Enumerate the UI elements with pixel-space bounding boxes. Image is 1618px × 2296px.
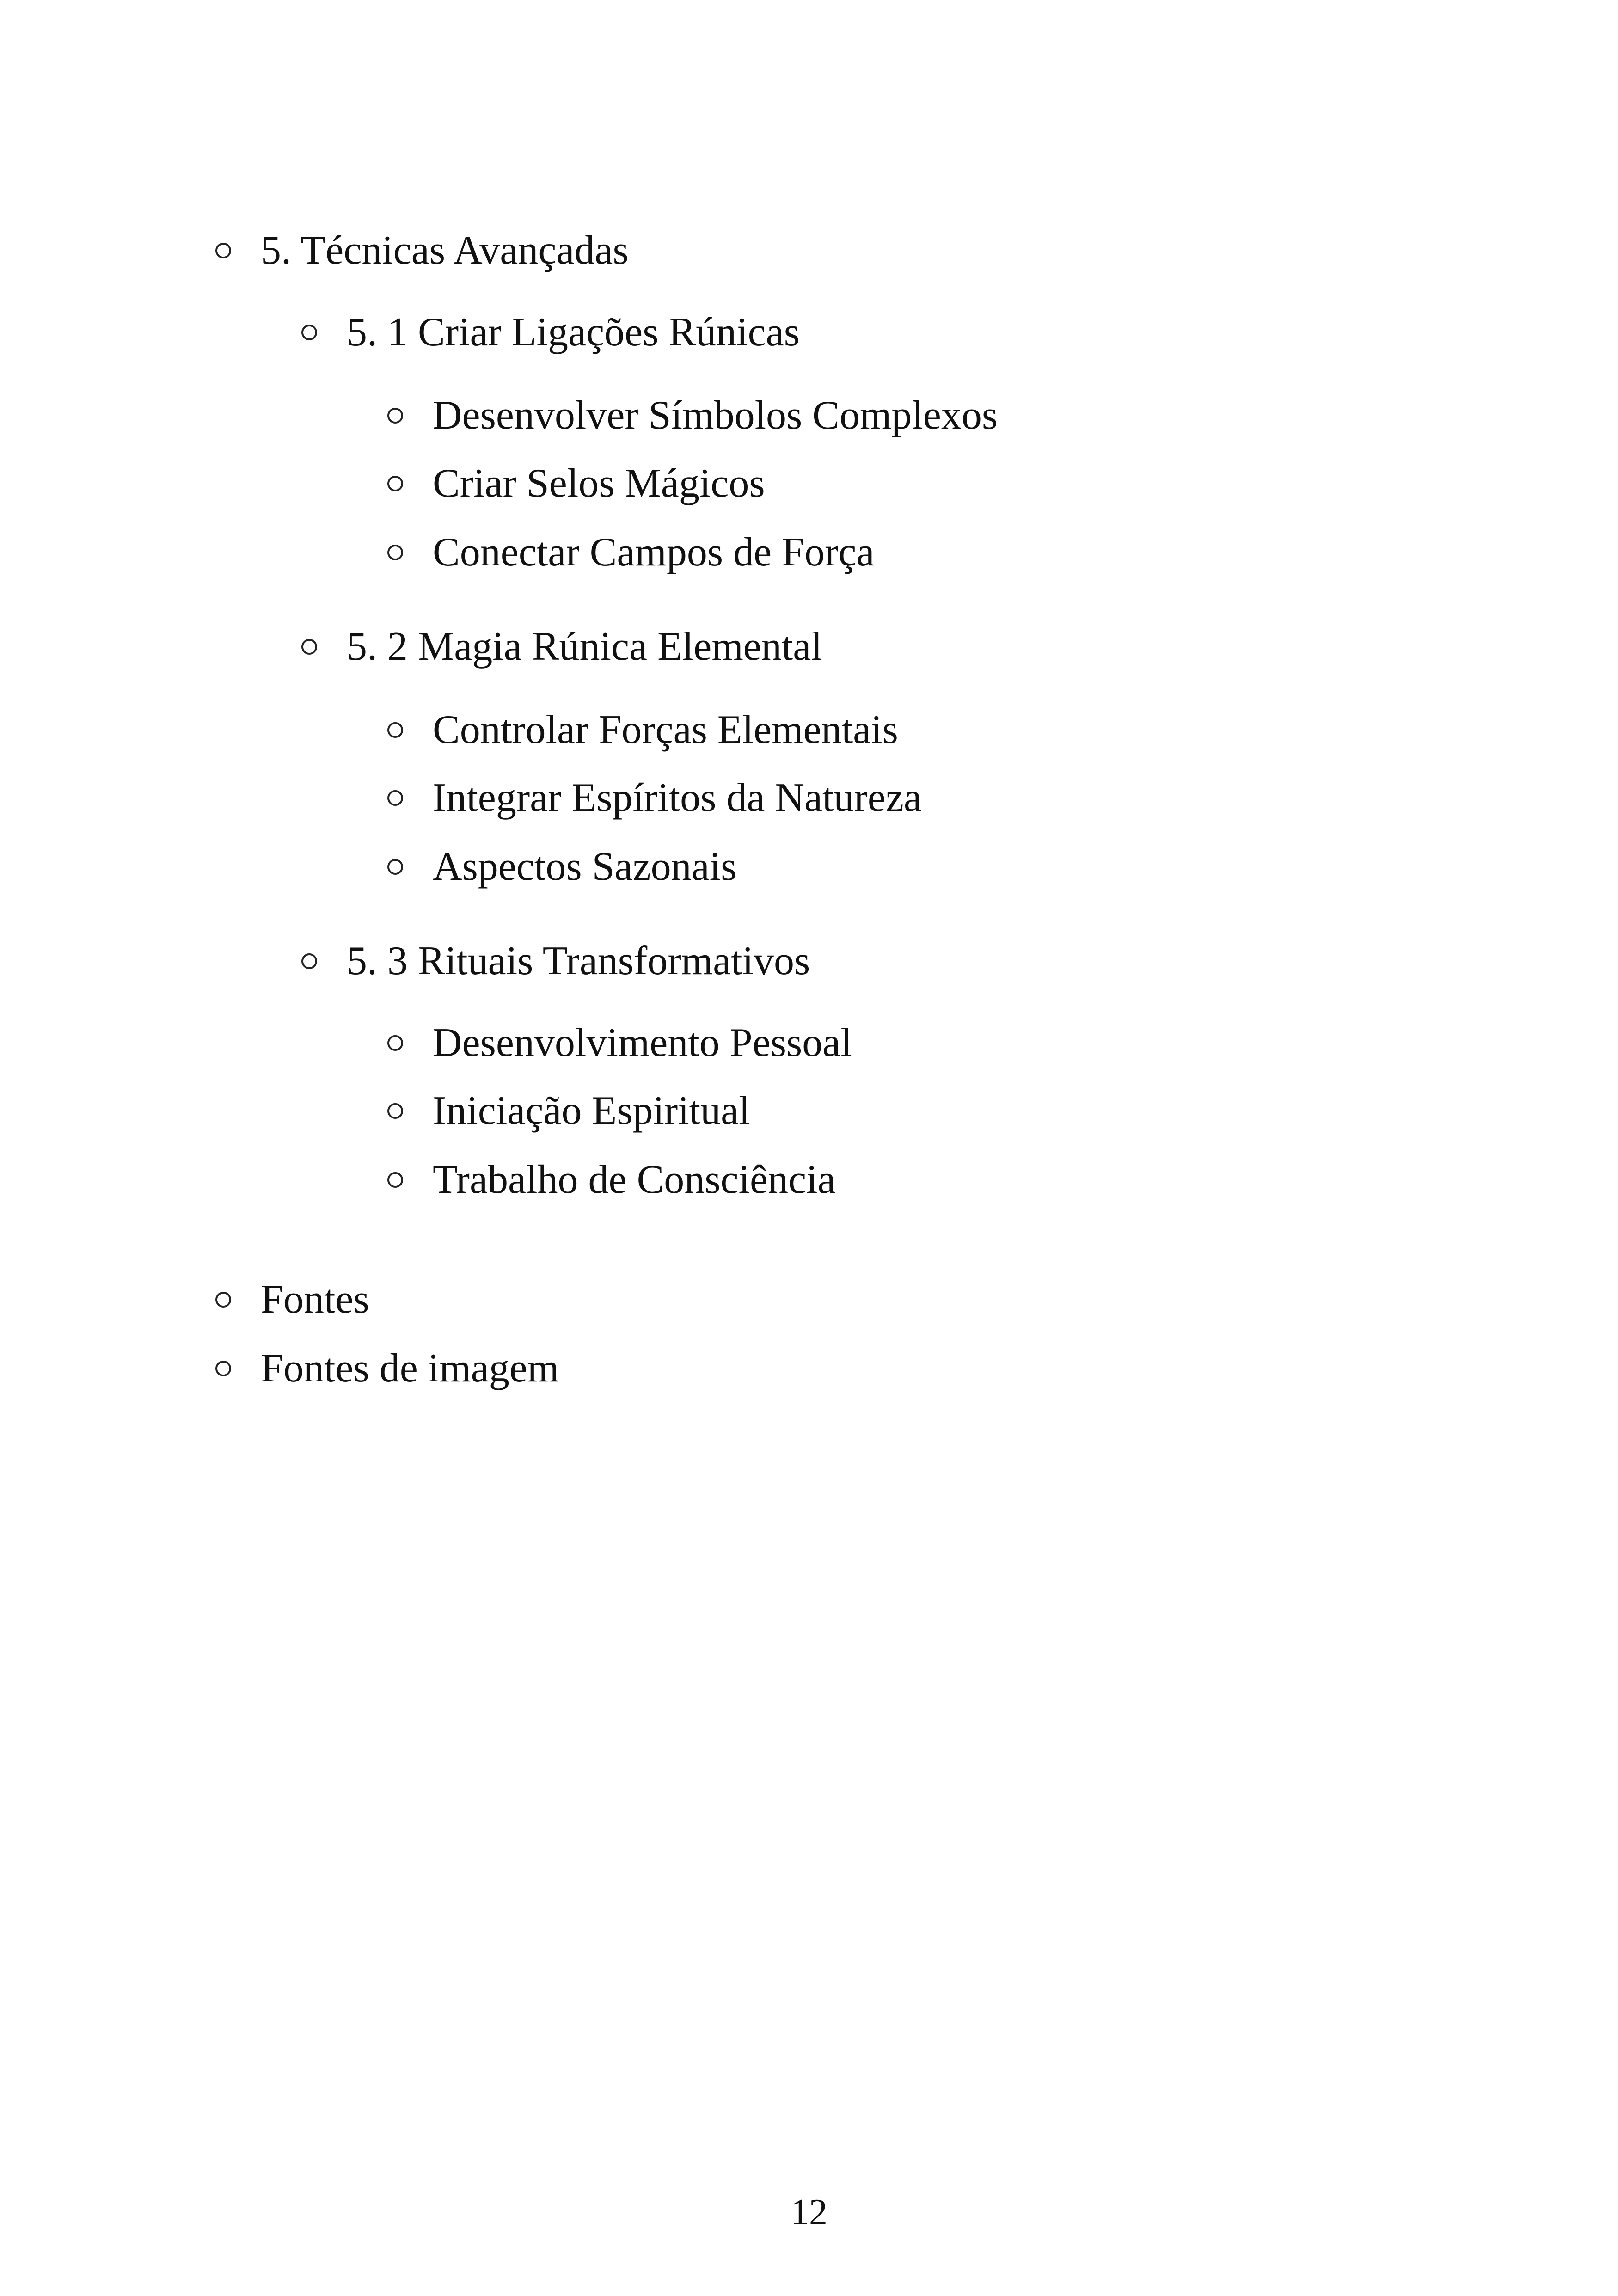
toc-item-label: Iniciação Espiritual bbox=[433, 1088, 750, 1133]
page-number: 12 bbox=[791, 2192, 827, 2233]
circle-bullet-icon bbox=[215, 243, 231, 258]
circle-bullet-icon bbox=[387, 545, 403, 560]
toc-item-label: Criar Selos Mágicos bbox=[433, 461, 765, 506]
toc-item-section-5[interactable] bbox=[215, 230, 629, 271]
toc-item-label: Controlar Forças Elementais bbox=[433, 707, 898, 752]
toc-item-desenvolver-simbolos[interactable] bbox=[387, 395, 998, 436]
toc-item-label: 5. 2 Magia Rúnica Elemental bbox=[347, 624, 822, 669]
toc-item-criar-selos[interactable] bbox=[387, 463, 765, 504]
circle-bullet-icon bbox=[387, 1103, 403, 1119]
circle-bullet-icon bbox=[301, 639, 317, 655]
toc-item-label: Fontes bbox=[261, 1277, 369, 1322]
circle-bullet-icon bbox=[387, 408, 403, 424]
toc-item-section-5-3[interactable] bbox=[301, 941, 810, 982]
toc-item-label: 5. Técnicas Avançadas bbox=[261, 228, 629, 273]
circle-bullet-icon bbox=[387, 1035, 403, 1051]
toc-item-fontes-imagem[interactable] bbox=[215, 1348, 559, 1389]
toc-item-label: 5. 3 Rituais Transformativos bbox=[347, 939, 810, 983]
circle-bullet-icon bbox=[387, 1172, 403, 1188]
toc-item-conectar-campos[interactable] bbox=[387, 532, 875, 573]
toc-item-label: Integrar Espíritos da Natureza bbox=[433, 775, 922, 820]
circle-bullet-icon bbox=[215, 1361, 231, 1376]
toc-item-integrar-espiritos[interactable] bbox=[387, 775, 922, 820]
toc-item-label: Aspectos Sazonais bbox=[433, 844, 737, 889]
circle-bullet-icon bbox=[387, 859, 403, 875]
toc-item-label: Conectar Campos de Força bbox=[433, 530, 875, 575]
toc-item-label: 5. 1 Criar Ligações Rúnicas bbox=[347, 310, 800, 355]
toc-item-section-5-2[interactable] bbox=[301, 626, 822, 667]
toc-item-label: Desenvolver Símbolos Complexos bbox=[433, 393, 998, 438]
toc-item-section-5-1[interactable] bbox=[301, 312, 800, 353]
circle-bullet-icon bbox=[215, 1292, 231, 1308]
toc-item-aspectos-sazonais[interactable] bbox=[387, 844, 737, 889]
toc-item-label: Trabalho de Consciência bbox=[433, 1157, 836, 1202]
circle-bullet-icon bbox=[301, 953, 317, 969]
circle-bullet-icon bbox=[387, 476, 403, 491]
circle-bullet-icon bbox=[387, 722, 403, 738]
toc-item-controlar-forcas[interactable] bbox=[387, 707, 898, 752]
toc-item-desenvolvimento-pessoal[interactable] bbox=[387, 1020, 852, 1065]
circle-bullet-icon bbox=[301, 325, 317, 340]
toc-item-fontes[interactable] bbox=[215, 1279, 369, 1320]
toc-item-trabalho-consciencia[interactable] bbox=[387, 1157, 836, 1202]
circle-bullet-icon bbox=[387, 790, 403, 806]
toc-item-label: Desenvolvimento Pessoal bbox=[433, 1020, 852, 1065]
toc-item-iniciacao-espiritual[interactable] bbox=[387, 1088, 750, 1133]
toc-item-label: Fontes de imagem bbox=[261, 1346, 559, 1391]
